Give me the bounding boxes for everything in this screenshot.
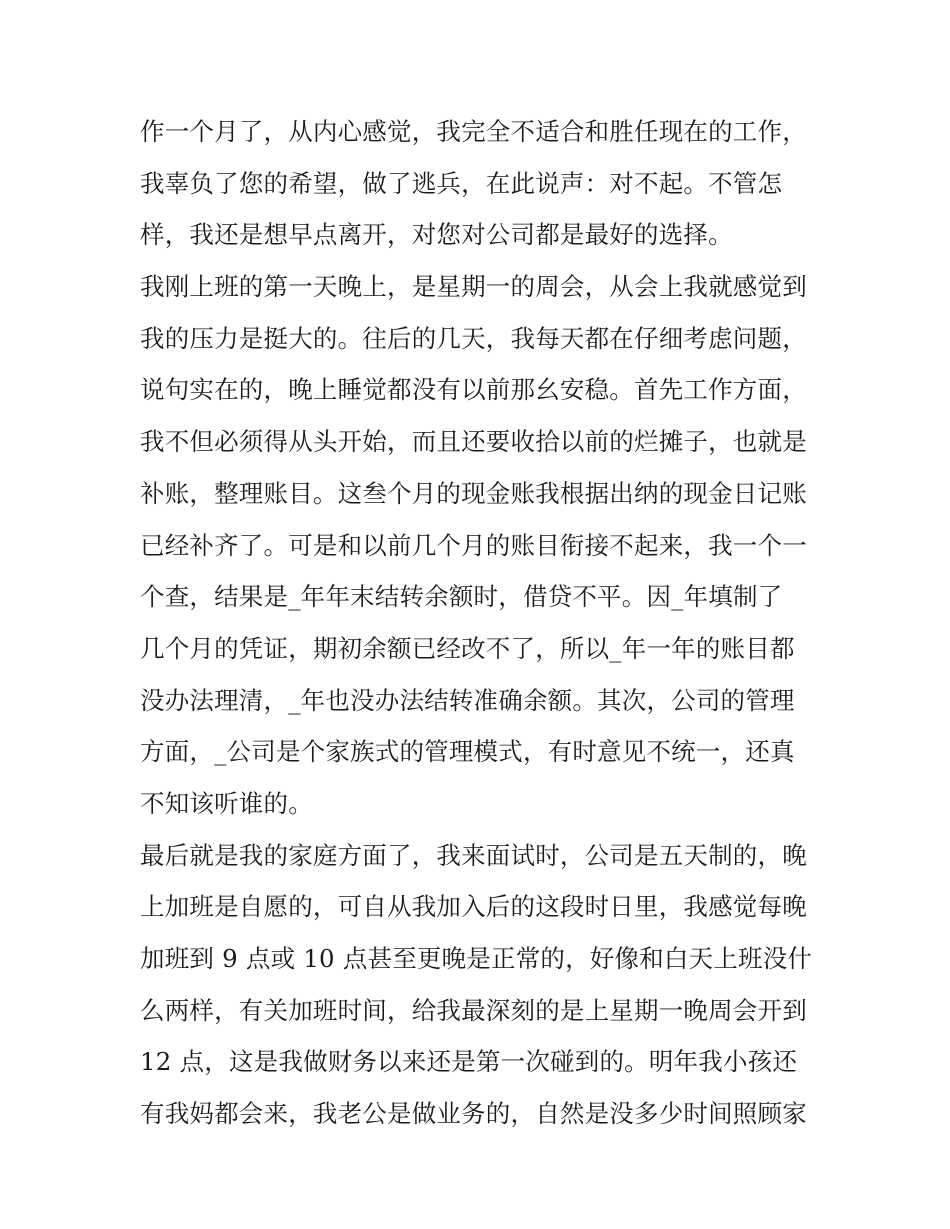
text-line: 说句实在的，晚上睡觉都没有以前那幺安稳。首先工作方面，	[140, 375, 807, 405]
text-line: 我刚上班的第一天晚上，是星期一的周会，从会上我就感觉到	[140, 272, 807, 302]
body-text	[140, 106, 820, 1140]
text-line: 有我妈都会来，我老公是做业务的，自然是没多少时间照顾家	[140, 1099, 807, 1129]
text-line: 加班到 9 点或 10 点甚至更晚是正常的，好像和白天上班没什	[140, 944, 813, 973]
text-line: 补账，整理账目。这叁个月的现金账我根据出纳的现金日记账	[140, 478, 807, 508]
text-line: 不知该听谁的。	[140, 788, 313, 818]
text-line: 最后就是我的家庭方面了，我来面试时，公司是五天制的，晚	[140, 840, 807, 870]
text-line: 已经补齐了。可是和以前几个月的账目衔接不起来，我一个一	[140, 530, 807, 560]
text-line: 没办法理清，_年也没办法结转准确余额。其次，公司的管理	[140, 685, 795, 715]
text-line: 几个月的凭证，期初余额已经改不了，所以_年一年的账目都	[140, 633, 795, 663]
text-line: 我辜负了您的希望，做了逃兵，在此说声：对不起。不管怎	[140, 168, 783, 198]
text-line: 方面，_公司是个家族式的管理模式，有时意见不统一，还真	[140, 737, 795, 767]
text-line: 我的压力是挺大的。往后的几天，我每天都在仔细考虑问题，	[140, 323, 807, 353]
text-line: 我不但必须得从头开始，而且还要收拾以前的烂摊子，也就是	[140, 427, 807, 457]
text-line: 样，我还是想早点离开，对您对公司都是最好的选择。	[140, 220, 733, 250]
text-line: 作一个月了，从内心感觉，我完全不适合和胜任现在的工作，	[140, 117, 807, 146]
text-line: 12 点，这是我做财务以来还是第一次碰到的。明年我小孩还	[140, 1047, 798, 1077]
text-line: 么两样，有关加班时间，给我最深刻的是上星期一晚周会开到	[140, 995, 807, 1025]
text-line: 上加班是自愿的，可自从我加入后的这段时日里，我感觉每晚	[140, 892, 807, 922]
text-line: 个查，结果是_年年末结转余额时，借贷不平。因_年填制了	[140, 582, 783, 612]
